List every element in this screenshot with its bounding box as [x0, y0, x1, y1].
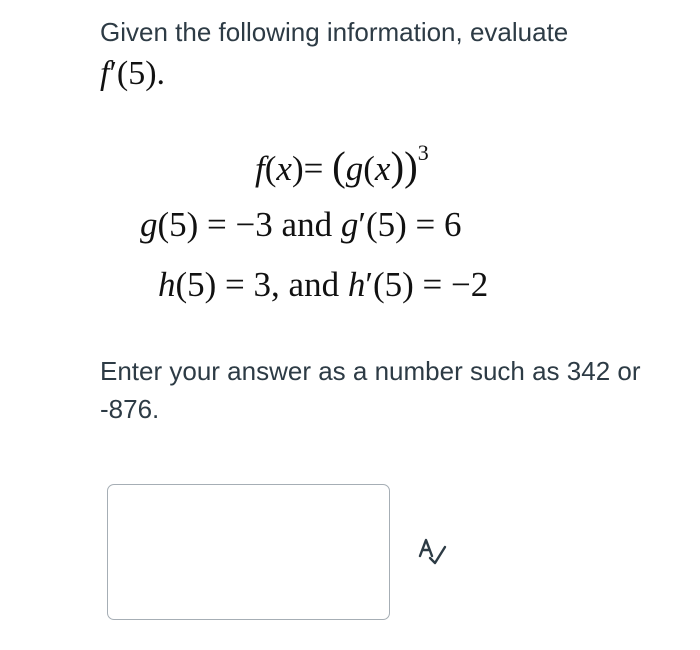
eq1-lhs-open: (: [264, 149, 277, 188]
eq1-inner-fn: g: [345, 149, 364, 188]
eq2-part2: ′(5) = 6: [358, 205, 462, 244]
eq2-fn1: g: [140, 205, 158, 244]
eq3-part2: ′(5) = −2: [365, 265, 489, 304]
eq1-inner-open: (: [363, 149, 375, 188]
eq2-fn2: g: [340, 205, 359, 244]
question-prompt: [100, 14, 660, 96]
target-arg: (5): [116, 55, 157, 92]
prompt-text: Given the following information, evaluate: [100, 17, 569, 47]
answer-instructions: Enter your answer as a number such as 342 or -876.: [100, 356, 641, 424]
equation-f-definition: [255, 140, 429, 190]
eq1-lhs-close: )=: [291, 149, 324, 188]
eq1-inner-close: )): [390, 143, 418, 189]
target-expression: [100, 52, 660, 96]
target-end: .: [156, 55, 166, 92]
eq1-open-outer: (: [332, 143, 346, 189]
eq3-fn1: h: [158, 265, 176, 304]
equation-h-values: [158, 265, 488, 305]
eq1-inner-var: x: [374, 149, 391, 188]
target-fn: f: [100, 55, 110, 92]
answer-format-icon[interactable]: [416, 536, 448, 568]
eq3-fn2: h: [347, 265, 366, 304]
eq1-lhs-var: x: [276, 149, 292, 188]
eq1-lhs-fn: f: [255, 149, 265, 188]
eq1-exponent: 3: [417, 140, 429, 165]
eq2-part1: (5) = −3 and: [157, 205, 341, 244]
target-prime: ′: [109, 55, 117, 92]
equation-g-values: [140, 205, 462, 245]
eq3-part1: (5) = 3, and: [175, 265, 348, 304]
answer-input[interactable]: [107, 484, 390, 620]
